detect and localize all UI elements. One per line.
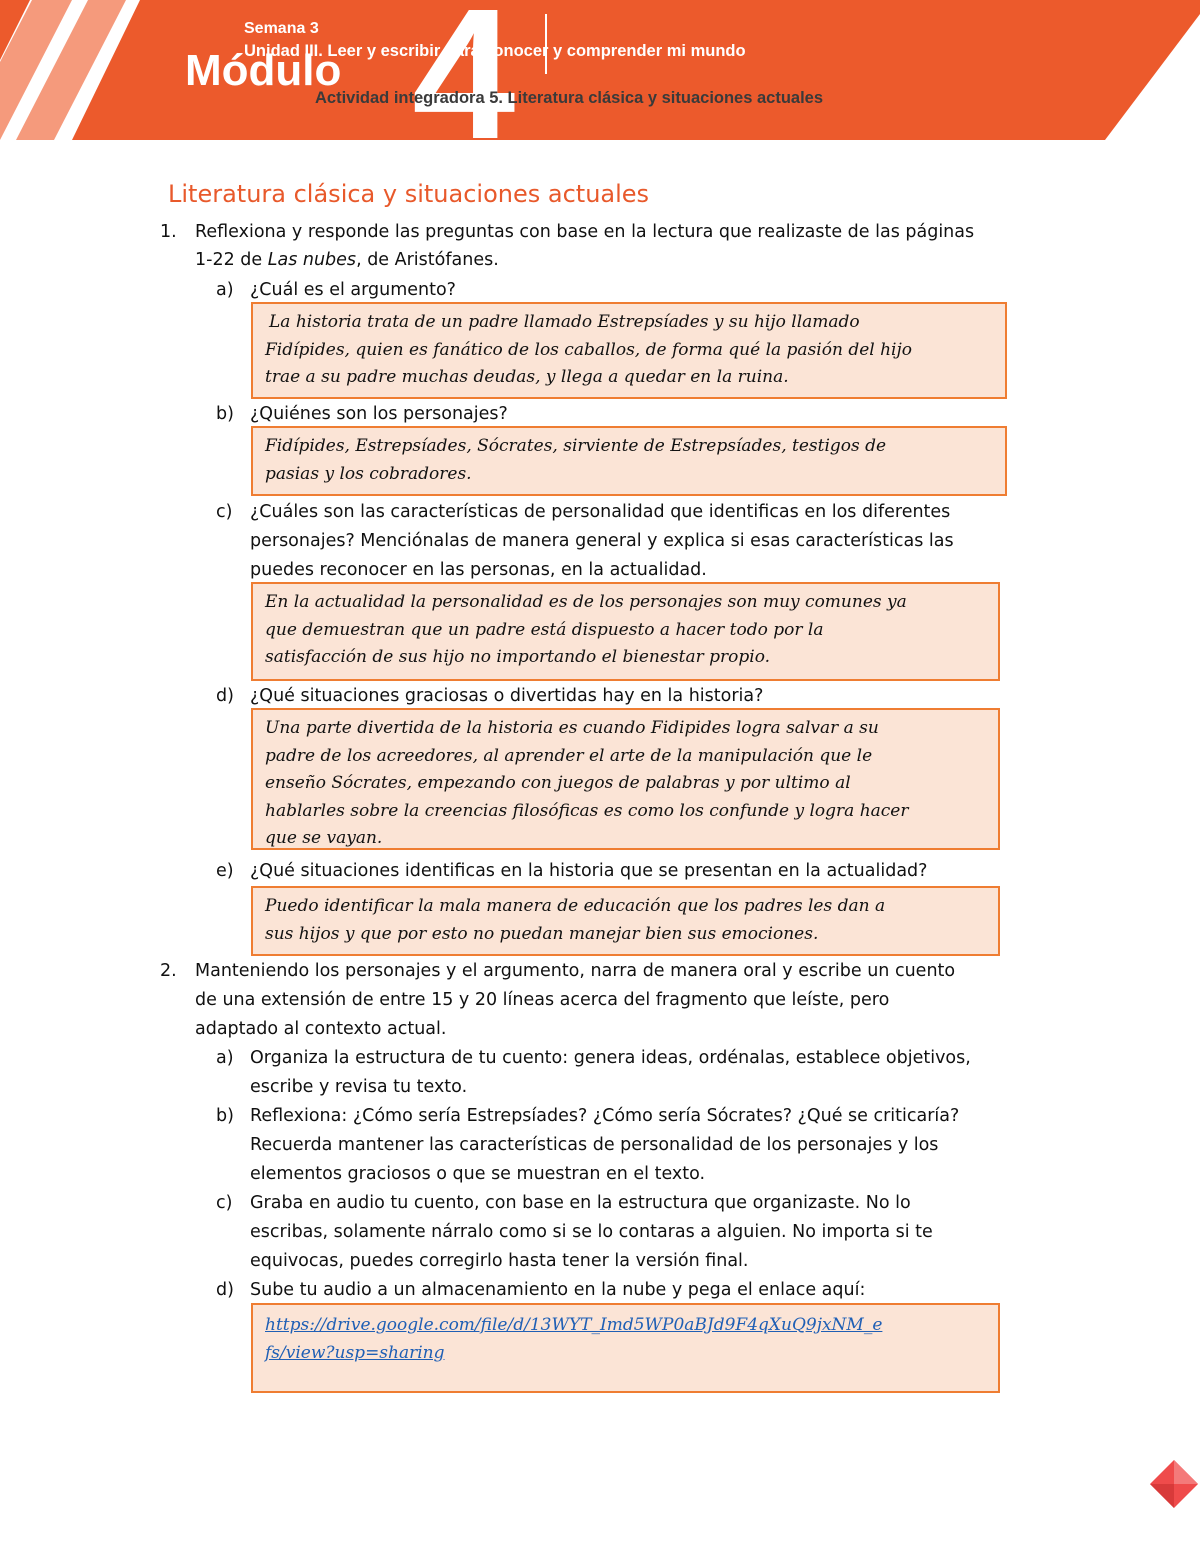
answer-box[interactable]	[251, 582, 1000, 681]
answer-line: trae a su padre muchas deudas, y llega a quedar en la ruina.	[265, 367, 789, 387]
answer-line: Una parte divertida de la historia es cuando Fidipides logra salvar a su	[265, 718, 879, 738]
item-question: personajes? Menciónalas de manera general y explica si esas características las	[250, 531, 954, 551]
question-text-line: 1-22 de Las nubes, de Aristófanes.	[195, 250, 499, 270]
question-text-line: de una extensión de entre 15 y 20 líneas acerca del fragmento que leíste, pero	[195, 990, 890, 1010]
answer-box[interactable]	[251, 426, 1007, 496]
item-question: puedes reconocer en las personas, en la actualidad.	[250, 560, 707, 580]
item-label: a)	[216, 280, 234, 300]
question-number: 1.	[160, 222, 177, 242]
item-label: b)	[216, 404, 234, 424]
item-label: d)	[216, 686, 234, 706]
question-text-line: Manteniendo los personajes y el argumento, narra de manera oral y escribe un cuento	[195, 961, 956, 981]
question-number: 2.	[160, 961, 177, 981]
answer-line: pasias y los cobradores.	[265, 463, 472, 484]
item-label: d)	[216, 1280, 234, 1300]
answer-line: Fidípides, Estrepsíades, Sócrates, sirviente de Estrepsíades, testigos de	[265, 436, 887, 456]
link-answer-box	[251, 1303, 1000, 1393]
answer-line: que demuestran que un padre está dispuesto a hacer todo por la	[265, 619, 824, 640]
item-question: ¿Cuál es el argumento?	[250, 280, 456, 300]
item-question: ¿Qué situaciones identificas en la historia que se presentan en la actualidad?	[250, 861, 928, 881]
answer-line: padre de los acreedores, al aprender el arte de la manipulación que le	[265, 745, 873, 766]
answer-line: En la actualidad la personalidad es de los personajes son muy comunes ya	[265, 592, 907, 612]
banner-shapes	[0, 0, 1200, 140]
item-label: c)	[216, 502, 233, 522]
question-text-line: Reflexiona y responde las preguntas con base en la lectura que realizaste de las páginas	[195, 222, 975, 242]
item-text: Sube tu audio a un almacenamiento en la nube y pega el enlace aquí:	[250, 1280, 866, 1300]
answer-line: satisfacción de sus hijo no importando el bienestar propio.	[265, 647, 771, 667]
item-text: Recuerda mantener las características de personalidad de los personajes y los	[250, 1135, 939, 1155]
answer-box[interactable]	[251, 708, 1000, 850]
module-number: 4	[412, 0, 516, 178]
item-text: escribe y revisa tu texto.	[250, 1077, 468, 1097]
item-text: Graba en audio tu cuento, con base en la estructura que organizaste. No lo	[250, 1193, 911, 1213]
answer-box[interactable]	[251, 302, 1007, 399]
module-word: Módulo	[185, 46, 342, 95]
corner-diamond-icon	[1148, 1458, 1200, 1510]
item-label: c)	[216, 1193, 233, 1213]
audio-link[interactable]: https://drive.google.com/file/d/13WYT_Imd5WP0aBJd9F4qXuQ9jxNM_e	[265, 1315, 883, 1335]
audio-link-continued[interactable]: fs/view?usp=sharing	[265, 1342, 445, 1363]
answer-line: hablarles sobre la creencias filosóficas es como los confunde y logra hacer	[265, 800, 909, 821]
unit-label: Unidad III. Leer y escribir para conocer y comprender mi mundo	[244, 42, 746, 60]
answer-line: que se vayan.	[265, 828, 383, 848]
item-label: a)	[216, 1048, 234, 1068]
item-text: escribas, solamente nárralo como si se lo contaras a alguien. No importa si te	[250, 1222, 933, 1242]
item-question: ¿Qué situaciones graciosas o divertidas hay en la historia?	[250, 686, 764, 706]
item-question: ¿Quiénes son los personajes?	[250, 404, 508, 424]
item-text: elementos graciosos o que se muestran en el texto.	[250, 1164, 706, 1184]
document-title: Literatura clásica y situaciones actuales	[168, 180, 650, 208]
item-label: b)	[216, 1106, 234, 1126]
item-question: ¿Cuáles son las características de personalidad que identificas en los diferentes	[250, 502, 951, 522]
item-text: Organiza la estructura de tu cuento: genera ideas, ordénalas, establece objetivos,	[250, 1048, 971, 1068]
answer-line: Fidípides, quien es fanático de los caballos, de forma qué la pasión del hijo	[265, 339, 912, 360]
item-text: equivocas, puedes corregirlo hasta tener la versión final.	[250, 1251, 749, 1271]
question-text-line: adaptado al contexto actual.	[195, 1019, 447, 1039]
header-banner	[0, 0, 1200, 178]
week-label: Semana 3	[244, 20, 319, 37]
answer-line: sus hijos y que por esto no puedan manejar bien sus emociones.	[265, 923, 819, 944]
item-text: Reflexiona: ¿Cómo sería Estrepsíades? ¿Cómo sería Sócrates? ¿Qué se criticaría?	[250, 1106, 960, 1126]
answer-line: La historia trata de un padre llamado Estrepsíades y su hijo llamado	[269, 312, 860, 332]
answer-line: Puedo identificar la mala manera de educación que los padres les dan a	[265, 896, 886, 916]
item-label: e)	[216, 861, 234, 881]
answer-box[interactable]	[251, 886, 1000, 956]
activity-label: Actividad integradora 5. Literatura clásica y situaciones actuales	[315, 89, 824, 107]
answer-line: enseño Sócrates, empezando con juegos de palabras y por ultimo al	[265, 773, 851, 793]
